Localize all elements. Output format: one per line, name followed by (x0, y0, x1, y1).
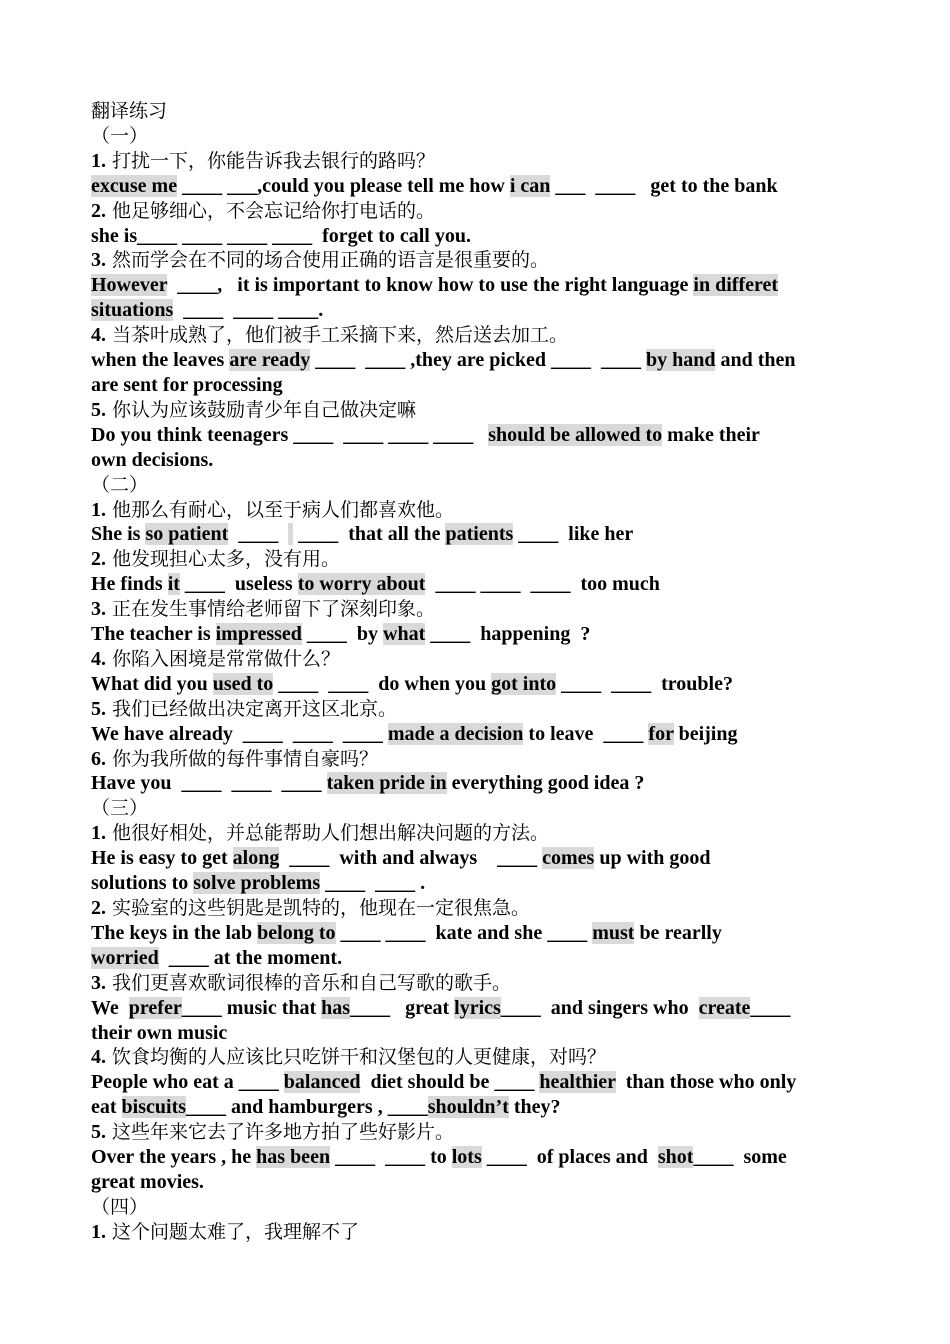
answer-text: ____ happening ? (425, 623, 591, 646)
question-text: 他发现担心太多，没有用。 (106, 548, 341, 571)
answer-line (91, 846, 861, 871)
highlighted-phrase: used to (212, 672, 274, 695)
answer-text: What did you (91, 672, 213, 695)
question-number: 5. (91, 398, 106, 421)
answer-text: ____ like her (513, 523, 634, 546)
question-line (91, 971, 861, 996)
highlighted-phrase: comes (542, 847, 595, 870)
question-line (91, 1045, 861, 1070)
question-number: 2. (91, 897, 106, 919)
answer-text: be rearlly (634, 921, 722, 944)
answer-text: Do you think teenagers ____ ____ ____ ____ (91, 423, 489, 446)
answer-line (91, 273, 861, 298)
answer-text: and then (715, 349, 796, 372)
highlighted-phrase: i can (509, 174, 551, 197)
answer-line (91, 522, 861, 547)
answer-text: beijing (673, 722, 738, 745)
question-line (91, 697, 861, 722)
question-line (91, 398, 861, 423)
answer-line (91, 224, 861, 249)
answer-text: ____ ___,could you please tell me how (177, 174, 510, 197)
question-number: 1. (91, 1220, 106, 1243)
question-text: 他那么有耐心，以至于病人们都喜欢他。 (106, 498, 455, 521)
question-text: 这些年来它去了许多地方拍了些好影片。 (106, 1121, 455, 1144)
answer-line (91, 946, 861, 971)
answer-text: ____ and hamburgers , ____ (186, 1096, 428, 1119)
highlighted-phrase: so patient (145, 523, 229, 546)
highlighted-phrase: what (383, 623, 426, 646)
answer-text: make their (662, 423, 760, 446)
question-number: 1. (91, 822, 106, 845)
highlighted-phrase: should be allowed to (488, 423, 663, 446)
highlighted-phrase: must (592, 921, 635, 944)
answer-line (91, 622, 861, 647)
answer-line (91, 871, 861, 896)
question-line (91, 149, 861, 174)
question-text: 你认为应该鼓励青少年自己做决定嘛 (106, 398, 417, 421)
answer-text: Have you ____ ____ ____ (91, 772, 327, 795)
question-text: 打扰一下，你能告诉我去银行的路吗？ (106, 149, 436, 172)
answer-text: diet should be ____ (360, 1071, 540, 1094)
answer-text: ____ ____ ,they are picked ____ ____ (310, 349, 646, 372)
answer-text: The teacher is (91, 623, 216, 646)
answer-text: Over the years , he (91, 1146, 257, 1169)
answer-line (91, 373, 861, 398)
highlighted-phrase: along (232, 847, 280, 870)
question-line (91, 199, 861, 224)
answer-text: ____ of places and (481, 1146, 658, 1169)
highlighted-phrase: However (91, 274, 168, 297)
question-number: 1. (91, 498, 106, 521)
answer-text: ____ ____ kate and she ____ (335, 921, 593, 944)
question-text: 饮食均衡的人应该比只吃饼干和汉堡包的人更健康，对吗？ (106, 1046, 607, 1069)
worksheet-title: 翻译练习 (91, 100, 168, 122)
worksheet (91, 99, 861, 1245)
question-number: 2. (91, 548, 106, 571)
answer-text: People who eat a ____ (91, 1071, 284, 1094)
answer-text: He is easy to get (91, 847, 233, 870)
answer-text: ____ ____ trouble? (556, 672, 733, 695)
answer-text: We have already ____ ____ ____ (91, 722, 388, 745)
highlighted-phrase: situations (91, 299, 174, 322)
question-line (91, 1220, 861, 1245)
answer-text: up with good (594, 847, 711, 870)
answer-text: they? (508, 1096, 561, 1119)
answer-text: The keys in the lab (91, 921, 258, 944)
highlighted-phrase: it (167, 573, 180, 596)
highlighted-phrase: has been (256, 1146, 331, 1169)
answer-text: ___ ____ get to the bank (550, 174, 778, 197)
section-heading: （三） (91, 797, 149, 820)
question-number: 3. (91, 249, 106, 272)
highlighted-phrase: biscuits (121, 1096, 187, 1119)
answer-line (91, 921, 861, 946)
question-number: 4. (91, 324, 106, 347)
question-text: 我们更喜欢歌词很棒的音乐和自己写歌的歌手。 (106, 971, 512, 994)
highlighted-phrase: solve problems (193, 872, 321, 895)
highlighted-phrase: in differet (693, 274, 779, 297)
answer-line (91, 1145, 861, 1170)
answer-line (91, 448, 861, 473)
question-line (91, 1120, 861, 1145)
answer-text: She is (91, 523, 146, 546)
section-heading: （四） (91, 1195, 149, 1218)
highlighted-phrase: patients (445, 523, 514, 546)
question-number: 4. (91, 1046, 106, 1069)
question-number: 6. (91, 747, 106, 770)
answer-text: when the leaves (91, 349, 230, 372)
question-line (91, 498, 861, 523)
answer-text: great movies. (91, 1170, 204, 1193)
highlighted-phrase: taken pride in (326, 772, 447, 795)
answer-text: ____ (750, 996, 791, 1019)
section-heading: （二） (91, 473, 149, 496)
question-number: 1. (91, 149, 106, 172)
answer-line (91, 996, 861, 1021)
answer-text: ____ ____ to (330, 1146, 452, 1169)
question-line (91, 747, 861, 772)
answer-text: than those who only (615, 1071, 797, 1094)
question-text: 当茶叶成熟了，他们被手工采摘下来，然后送去加工。 (106, 324, 569, 347)
question-number: 2. (91, 199, 106, 222)
answer-line (91, 771, 861, 796)
answer-line (91, 423, 861, 448)
question-line (91, 647, 861, 672)
highlighted-phrase: prefer (128, 996, 182, 1019)
answer-text: everything good idea ? (446, 772, 645, 795)
highlighted-phrase: got into (491, 672, 557, 695)
answer-line (91, 1070, 861, 1095)
question-line (91, 821, 861, 846)
answer-line (91, 348, 861, 373)
question-number: 5. (91, 697, 106, 720)
highlighted-phrase: shouldn’t (427, 1096, 509, 1119)
question-number: 3. (91, 971, 106, 994)
answer-text: their own music (91, 1021, 228, 1044)
answer-text: He finds (91, 573, 168, 596)
question-number: 3. (91, 598, 106, 621)
answer-line (91, 174, 861, 199)
answer-text: ____ that all the (293, 523, 446, 546)
answer-text: ____ by (301, 623, 384, 646)
answer-text: ____ some (693, 1146, 787, 1169)
answer-text: solutions to (91, 872, 194, 895)
question-text: 然而学会在不同的场合使用正确的语言是很重要的。 (106, 249, 550, 272)
worksheet-body (91, 124, 861, 1245)
question-text: 正在发生事情给老师留下了深刻印象。 (106, 598, 436, 621)
highlighted-phrase: healthier (539, 1071, 616, 1094)
answer-text: ____ music that (181, 996, 322, 1019)
answer-line (91, 1170, 861, 1195)
answer-text: ____ ____ do when you (273, 672, 492, 695)
answer-text: are sent for processing (91, 373, 283, 396)
highlighted-phrase: for (648, 722, 674, 745)
highlighted-phrase: are ready (229, 349, 311, 372)
highlighted-phrase: balanced (283, 1071, 361, 1094)
question-line (91, 248, 861, 273)
question-line (91, 896, 861, 921)
answer-text: ____ at the moment. (158, 946, 343, 969)
answer-line (91, 722, 861, 747)
question-line (91, 323, 861, 348)
highlighted-phrase: has (321, 996, 351, 1019)
answer-line (91, 298, 861, 323)
answer-text: ____ with and always ____ (279, 847, 543, 870)
highlighted-phrase: create (698, 996, 751, 1019)
highlighted-phrase: worried (91, 946, 159, 969)
answer-text: ____ ____ . (320, 872, 426, 895)
answer-text: ____, it is important to know how to use the right language (167, 274, 694, 297)
answer-text: ____ and singers who (500, 996, 699, 1019)
answer-text: ____ useless (179, 573, 298, 596)
answer-line (91, 572, 861, 597)
answer-line (91, 1095, 861, 1120)
answer-text: own decisions. (91, 448, 214, 471)
highlighted-phrase: lyrics (454, 996, 501, 1019)
question-text: 你为我所做的每件事情自豪吗？ (106, 747, 379, 770)
question-line (91, 547, 861, 572)
highlighted-phrase: lots (451, 1146, 482, 1169)
answer-text: ____ ____ ____ too much (425, 573, 660, 596)
question-text: 这个问题太难了，我理解不了 (106, 1220, 360, 1243)
highlighted-phrase: by hand (645, 349, 716, 372)
answer-text: she is____ ____ ____ ____ forget to call you. (91, 224, 471, 247)
answer-text: ____ ____ ____. (173, 299, 324, 322)
question-number: 4. (91, 647, 106, 670)
answer-text: ____ great (350, 996, 455, 1019)
highlighted-phrase: impressed (215, 623, 302, 646)
highlighted-phrase: made a decision (387, 722, 524, 745)
highlighted-phrase: excuse me (91, 174, 178, 197)
section-heading: （一） (91, 124, 149, 147)
highlighted-phrase: to worry about (297, 573, 426, 596)
answer-line (91, 672, 861, 697)
answer-text: ____ (228, 523, 289, 546)
question-text: 你陷入困境是常常做什么？ (106, 647, 341, 670)
question-number: 5. (91, 1121, 106, 1144)
answer-line (91, 1021, 861, 1046)
question-text: 他足够细心，不会忘记给你打电话的。 (106, 199, 436, 222)
question-line (91, 597, 861, 622)
question-text: 他很好相处，并总能帮助人们想出解决问题的方法。 (106, 822, 550, 845)
answer-text: eat (91, 1096, 122, 1119)
question-text: 我们已经做出决定离开这区北京。 (106, 697, 398, 720)
highlighted-phrase: shot (657, 1146, 694, 1169)
answer-text: We (91, 996, 129, 1019)
highlighted-phrase: belong to (257, 921, 336, 944)
question-text: 实验室的这些钥匙是凯特的，他现在一定很焦急。 (106, 897, 531, 919)
answer-text: to leave ____ (523, 722, 649, 745)
